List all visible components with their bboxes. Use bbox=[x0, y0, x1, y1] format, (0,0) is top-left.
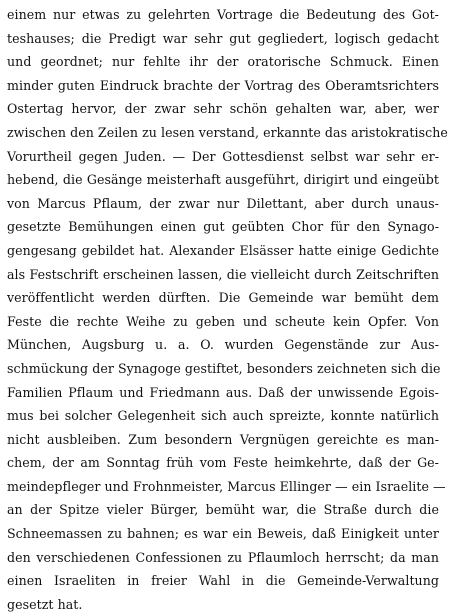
text-line: meindepfleger und Frohnmeister, Marcus Ellinger — ein Israelite — bbox=[7, 478, 446, 494]
text-line: veröffentlicht werden dürften. Die Gemeinde war bemüht dem bbox=[7, 290, 439, 306]
text-line: von Marcus Pflaum, der zwar nur Dilettant, aber durch unaus- bbox=[7, 195, 439, 211]
text-line: hebend, die Gesänge meisterhaft ausgeführt, dirigirt und eingeübt bbox=[7, 172, 439, 188]
text-line: München, Augsburg u. a. O. wurden Gegenstände zur Aus- bbox=[7, 337, 439, 353]
text-line: Schneemassen zu bahnen; es war ein Beweis, daß Einigkeit unter bbox=[7, 526, 439, 542]
text-line: Familien Pflaum und Friedmann aus. Daß der unwissende Egois- bbox=[7, 384, 439, 400]
text-line: chem, der am Sonntag früh vom Feste heimkehrte, daß der Ge- bbox=[7, 455, 439, 471]
text-line-last: gesetzt hat. bbox=[7, 596, 83, 612]
text-line: zwischen den Zeilen zu lesen verstand, erkannte das aristokratische bbox=[7, 124, 448, 140]
text-line: teshauses; die Predigt war sehr gut gegliedert, logisch gedacht bbox=[7, 30, 439, 46]
text-line: mus bei solcher Gelegenheit sich auch spreizte, konnte natürlich bbox=[7, 408, 439, 424]
text-line: als Festschrift erscheinen lassen, die vielleicht durch Zeitschriften bbox=[7, 266, 439, 282]
text-line: nicht ausbleiben. Zum besondern Vergnügen gereichte es man- bbox=[7, 431, 439, 447]
text-line: und geordnet; nur fehlte ihr der oratorische Schmuck. Einen bbox=[7, 54, 439, 70]
text-line: den verschiedenen Confessionen zu Pflaumloch herrscht; da man bbox=[7, 549, 439, 565]
text-line: Feste die rechte Weihe zu geben und scheute kein Opfer. Von bbox=[7, 313, 439, 329]
text-line: gengesang gebildet hat. Alexander Elsässer hatte einige Gedichte bbox=[7, 242, 439, 258]
text-line: minder guten Eindruck brachte der Vortrag des Oberamtsrichters bbox=[7, 77, 439, 93]
text-line: Vorurtheil gegen Juden. — Der Gottesdienst selbst war sehr er- bbox=[7, 148, 439, 164]
text-line: an der Spitze vieler Bürger, bemüht war, die Straße durch die bbox=[7, 502, 439, 518]
document-page bbox=[7, 3, 448, 612]
text-line: schmückung der Synagoge gestiftet, besonders zeichneten sich die bbox=[7, 360, 441, 376]
text-line: gesetzte Bemühungen einen gut geübten Chor für den Synago- bbox=[7, 219, 439, 235]
text-line: einen Israeliten in freier Wahl in die Gemeinde-Verwaltung bbox=[7, 573, 439, 589]
text-line: einem nur etwas zu gelehrten Vortrage die Bedeutung des Got- bbox=[7, 7, 439, 22]
text-line: Ostertag hervor, der zwar sehr schön gehalten war, aber, wer bbox=[7, 101, 439, 117]
